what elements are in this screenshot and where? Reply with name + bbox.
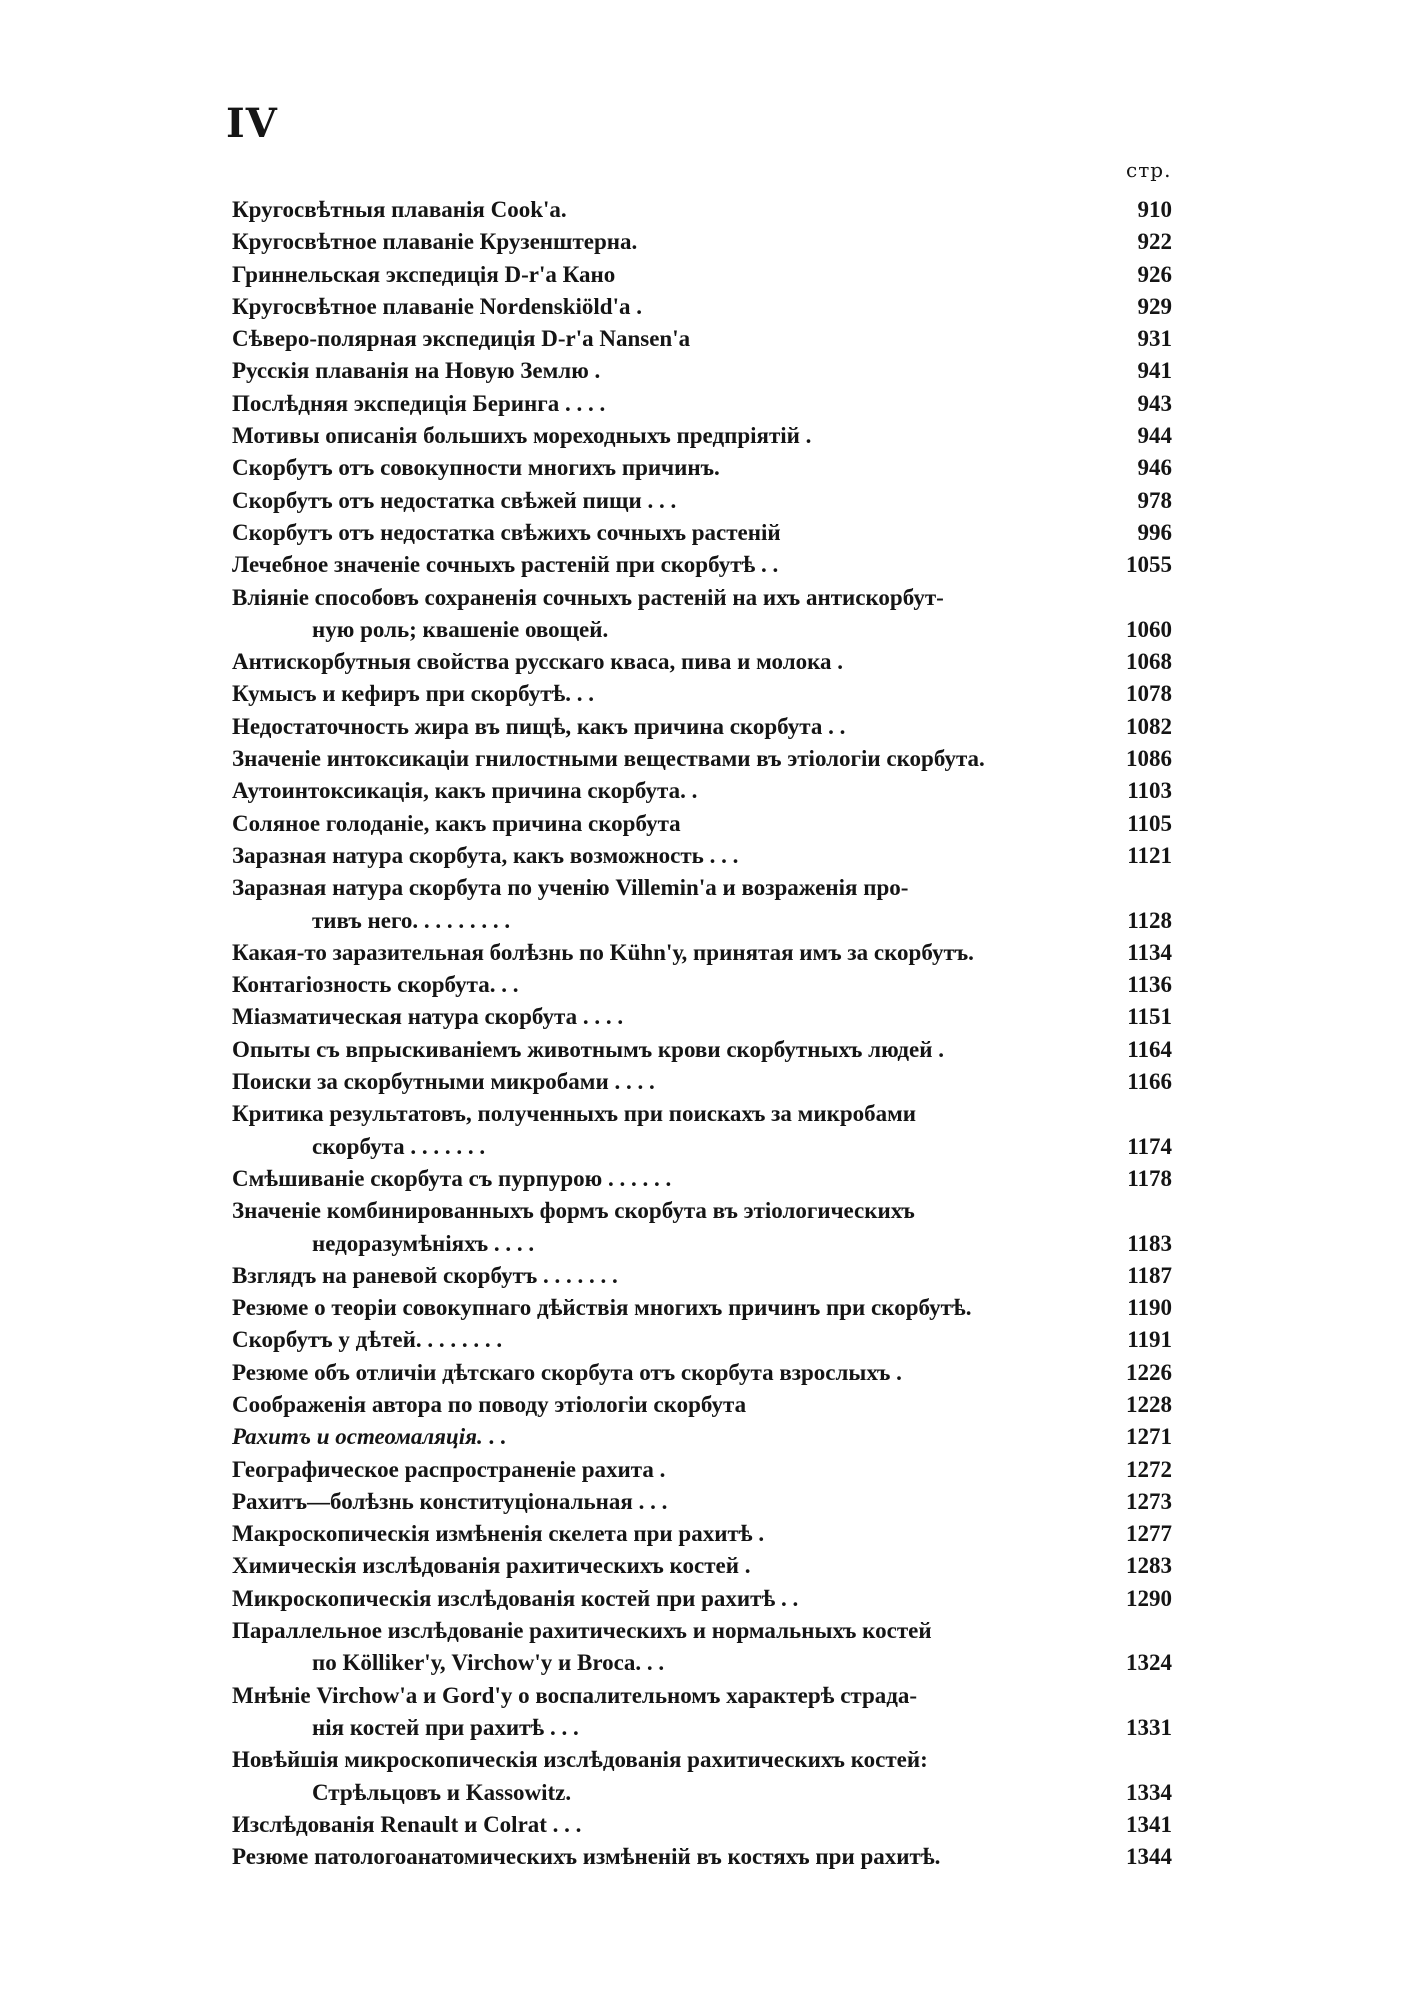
toc-entry <box>232 646 1172 678</box>
toc-entry-title: Изслѣдованія Renault и Colrat . . . <box>232 1811 582 1837</box>
toc-entry-page: 1272 <box>1126 1456 1172 1482</box>
toc-entry <box>232 1324 1172 1356</box>
toc-entry <box>232 420 1172 452</box>
toc-entry-title: Какая-то заразительная болѣзнь по Kühn'у, принятая имъ за скорбутъ. <box>232 939 974 965</box>
toc-entry-title-continuation: тивъ него. . . . . . . . . <box>312 907 511 933</box>
toc-entry-page: 1190 <box>1127 1295 1172 1321</box>
page-number: IV <box>226 100 278 147</box>
toc-entry-page: 910 <box>1137 197 1172 222</box>
toc-entry-title: Сѣверо-полярная экспедиція D-r'а Nansen'a <box>232 326 691 352</box>
toc-entry <box>232 743 1172 775</box>
toc-entry <box>232 1841 1172 1873</box>
toc-entry <box>232 388 1172 420</box>
toc-entry-title: Заразная натура скорбута, какъ возможность . . . <box>232 842 739 868</box>
toc-entry-title: Кругосвѣтное плаваніе Nordenskiöld'a . <box>232 293 642 319</box>
toc-entry <box>232 1454 1172 1486</box>
toc-entry-title: Значеніе комбинированныхъ формъ скорбута въ этіологическихъ <box>232 1198 915 1224</box>
toc-entry-title-continuation: нія костей при рахитѣ . . . <box>312 1714 579 1740</box>
toc-entry-title: Рахитъ и остеомаляція. . . <box>232 1424 506 1450</box>
toc-entry-page: 1174 <box>1127 1133 1172 1159</box>
toc-entry-title: Скорбутъ у дѣтей. . . . . . . . <box>232 1327 503 1353</box>
toc-entry-page: 941 <box>1137 358 1172 384</box>
toc-entry-page: 922 <box>1137 229 1172 255</box>
page-column-header: стр. <box>1126 158 1172 182</box>
toc-entry-page: 946 <box>1137 455 1172 481</box>
toc-entry-page: 1151 <box>1127 1004 1172 1030</box>
toc-entry <box>232 1260 1172 1292</box>
toc-entry-title: Лечебное значеніе сочныхъ растеній при скорбутѣ . . <box>232 552 779 578</box>
toc-entry-page: 996 <box>1137 519 1172 545</box>
toc-entry-title: Скорбутъ отъ совокупности многихъ причинъ. <box>232 455 720 481</box>
toc-entry-title: Антискорбутныя свойства русскаго кваса, пива и молока . <box>232 649 844 675</box>
toc-entry-title: Соляное голоданіе, какъ причина скорбута <box>232 810 681 836</box>
toc-entry <box>232 1066 1172 1098</box>
toc-entry <box>232 678 1172 710</box>
toc-entry <box>232 1518 1172 1550</box>
toc-entry-page: 1344 <box>1126 1844 1172 1870</box>
toc-entry-page: 1183 <box>1127 1230 1172 1256</box>
toc-entry-title: Географическое распространеніе рахита . <box>232 1456 666 1482</box>
toc-entry-page: 1078 <box>1126 681 1172 707</box>
toc-entry <box>232 1195 1172 1260</box>
toc-entry <box>232 1001 1172 1033</box>
toc-entry-page: 1082 <box>1126 713 1172 739</box>
table-of-contents <box>232 194 1172 1873</box>
toc-entry-page: 1341 <box>1126 1811 1172 1837</box>
toc-entry-title: Рахитъ—болѣзнь конституціональная . . . <box>232 1488 668 1514</box>
toc-entry-title-continuation: по Kölliker'у, Virchow'у и Broca. . . <box>312 1650 665 1676</box>
toc-entry-page: 1228 <box>1126 1391 1172 1417</box>
toc-entry <box>232 1292 1172 1324</box>
toc-entry-page: 978 <box>1137 487 1172 513</box>
toc-entry <box>232 840 1172 872</box>
toc-entry-page: 1324 <box>1126 1650 1172 1676</box>
toc-entry <box>232 808 1172 840</box>
toc-entry <box>232 872 1172 937</box>
toc-entry-title: Скорбутъ отъ недостатка свѣжей пищи . . . <box>232 487 677 513</box>
toc-entry-title: Химическія изслѣдованія рахитическихъ костей . <box>232 1553 751 1579</box>
toc-entry <box>232 1680 1172 1745</box>
toc-entry-title-continuation: недоразумѣніяхъ . . . . <box>312 1230 535 1256</box>
toc-entry-title: Мотивы описанія большихъ мореходныхъ предпріятій . <box>232 423 812 449</box>
toc-entry <box>232 711 1172 743</box>
toc-entry <box>232 226 1172 258</box>
toc-entry-page: 926 <box>1137 261 1172 287</box>
toc-entry-page: 1105 <box>1127 810 1172 836</box>
toc-entry-title: Опыты съ впрыскиваніемъ животнымъ крови скорбутныхъ людей . <box>232 1036 944 1062</box>
toc-entry <box>232 1744 1172 1809</box>
toc-entry-title: Поиски за скорбутными микробами . . . . <box>232 1069 655 1095</box>
toc-entry-page: 929 <box>1137 293 1172 319</box>
toc-entry-title: Макроскопическія измѣненія скелета при рахитѣ . <box>232 1521 765 1547</box>
toc-entry-title: Взглядъ на раневой скорбутъ . . . . . . . <box>232 1262 618 1288</box>
toc-entry-page: 943 <box>1137 390 1172 416</box>
toc-entry-page: 1277 <box>1126 1521 1172 1547</box>
toc-entry-page: 1136 <box>1127 972 1172 998</box>
toc-entry-page: 1060 <box>1126 616 1172 642</box>
toc-entry-title: Кумысъ и кефиръ при скорбутѣ. . . <box>232 681 595 707</box>
toc-entry-page: 1164 <box>1127 1036 1172 1062</box>
toc-entry-title: Недостаточность жира въ пищѣ, какъ причина скорбута . . <box>232 713 846 739</box>
toc-entry-title: Скорбутъ отъ недостатка свѣжихъ сочныхъ растеній <box>232 519 781 545</box>
toc-entry-page: 931 <box>1137 326 1172 352</box>
toc-entry-page: 1068 <box>1126 649 1172 675</box>
toc-entry-page: 1086 <box>1126 746 1172 772</box>
toc-entry-page: 1226 <box>1126 1359 1172 1385</box>
toc-entry-title: Мнѣніе Virchow'a и Gord'у о воспалительномъ характерѣ страда- <box>232 1682 918 1708</box>
toc-entry <box>232 1550 1172 1582</box>
toc-entry <box>232 259 1172 291</box>
toc-entry-title: Контагіозность скорбута. . . <box>232 972 519 998</box>
toc-entry-page: 1166 <box>1127 1069 1172 1095</box>
toc-entry <box>232 1615 1172 1680</box>
toc-entry-page: 1334 <box>1126 1779 1172 1805</box>
toc-entry <box>232 1389 1172 1421</box>
toc-entry <box>232 1357 1172 1389</box>
toc-entry-page: 1283 <box>1126 1553 1172 1579</box>
toc-entry-page: 1191 <box>1127 1327 1172 1353</box>
toc-entry-page: 1290 <box>1126 1585 1172 1611</box>
toc-entry-title: Резюме объ отличіи дѣтскаго скорбута отъ скорбута взрослыхъ . <box>232 1359 902 1385</box>
toc-entry <box>232 194 1172 226</box>
toc-entry <box>232 969 1172 1001</box>
toc-entry <box>232 1421 1172 1453</box>
toc-entry-page: 1055 <box>1126 552 1172 578</box>
toc-entry-page: 1103 <box>1127 778 1172 804</box>
toc-entry-title-continuation: Стрѣльцовъ и Kassowitz. <box>312 1779 572 1805</box>
toc-entry-title: Кругосвѣтное плаваніе Крузенштерна. <box>232 229 638 255</box>
toc-entry-title-continuation: ную роль; квашеніе овощей. <box>312 616 609 642</box>
toc-entry-title: Аутоинтоксикація, какъ причина скорбута. . <box>232 778 698 804</box>
toc-entry-title: Міазматическая натура скорбута . . . . <box>232 1004 624 1030</box>
toc-entry-title: Параллельное изслѣдованіе рахитическихъ и нормальныхъ костей <box>232 1618 932 1644</box>
toc-entry-title: Вліяніе способовъ сохраненія сочныхъ растеній на ихъ антискорбут- <box>232 584 944 610</box>
toc-entry-title: Резюме о теоріи совокупнаго дѣйствія многихъ причинъ при скорбутѣ. <box>232 1295 972 1321</box>
toc-entry-title: Микроскопическія изслѣдованія костей при рахитѣ . . <box>232 1585 799 1611</box>
toc-entry-page: 1134 <box>1127 939 1172 965</box>
toc-entry <box>232 452 1172 484</box>
toc-entry <box>232 1034 1172 1066</box>
toc-entry-title: Резюме патологоанатомическихъ измѣненій въ костяхъ при рахитѣ. <box>232 1844 941 1870</box>
toc-entry-page: 1331 <box>1126 1714 1172 1740</box>
toc-entry-title-continuation: скорбута . . . . . . . <box>312 1133 486 1159</box>
toc-entry <box>232 1163 1172 1195</box>
toc-entry <box>232 355 1172 387</box>
toc-entry-page: 1121 <box>1127 842 1172 868</box>
toc-entry-title: Новѣйшія микроскопическія изслѣдованія рахитическихъ костей: <box>232 1747 928 1773</box>
toc-entry-page: 1187 <box>1127 1262 1172 1288</box>
toc-entry-title: Гриннельская экспедиція D-r'а Кано <box>232 261 616 287</box>
toc-entry-title: Послѣдняя экспедиція Беринга . . . . <box>232 390 606 416</box>
toc-entry-title: Кругосвѣтныя плаванія Cook'а. <box>232 197 567 222</box>
toc-entry <box>232 1809 1172 1841</box>
toc-entry-page: 1271 <box>1126 1424 1172 1450</box>
toc-entry <box>232 937 1172 969</box>
toc-entry-page: 1178 <box>1127 1165 1172 1191</box>
toc-entry-title: Заразная натура скорбута по ученію Villemin'a и возраженія про- <box>232 875 909 901</box>
toc-entry <box>232 775 1172 807</box>
toc-entry <box>232 1486 1172 1518</box>
toc-entry <box>232 582 1172 647</box>
toc-entry-page: 944 <box>1137 423 1172 449</box>
toc-entry <box>232 291 1172 323</box>
toc-entry <box>232 1098 1172 1163</box>
toc-entry-page: 1128 <box>1127 907 1172 933</box>
toc-entry-title: Критика результатовъ, полученныхъ при поискахъ за микробами <box>232 1101 917 1127</box>
toc-entry <box>232 1583 1172 1615</box>
toc-entry-title: Русскія плаванія на Новую Землю . <box>232 358 601 384</box>
toc-entry <box>232 323 1172 355</box>
toc-entry-title: Смѣшиваніе скорбута съ пурпурою . . . . . . <box>232 1165 672 1191</box>
toc-entry <box>232 517 1172 549</box>
toc-entry-title: Значеніе интоксикаціи гнилостными веществами въ этіологіи скорбута. <box>232 746 985 772</box>
toc-entry <box>232 485 1172 517</box>
toc-entry <box>232 549 1172 581</box>
toc-entry-title: Соображенія автора по поводу этіологіи скорбута <box>232 1391 747 1417</box>
toc-entry-page: 1273 <box>1126 1488 1172 1514</box>
